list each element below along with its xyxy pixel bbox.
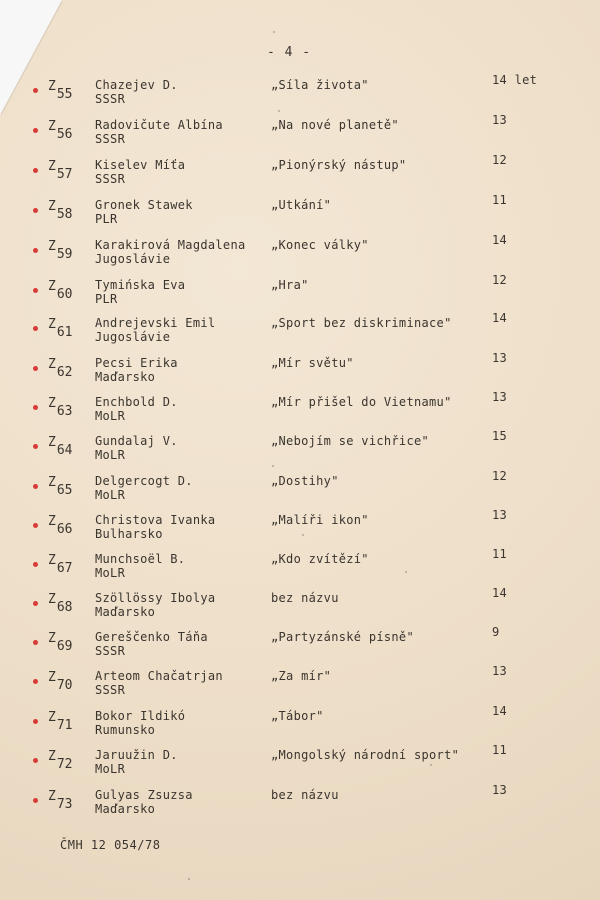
participant-name: Munchsoël B.	[95, 552, 186, 566]
entry-code: $Z_{68}$	[48, 592, 73, 615]
participant-name: Delgercogt D.	[95, 474, 193, 488]
artwork-title: „Mongolský národní sport"	[271, 748, 460, 762]
list-item	[0, 73, 600, 114]
participant-country: Jugoslávie	[95, 252, 171, 266]
entry-code: $Z_{59}$	[48, 239, 73, 262]
red-dot-icon	[33, 288, 38, 293]
participant-country: SSSR	[95, 172, 126, 186]
red-dot-icon	[33, 128, 38, 133]
red-dot-icon	[33, 484, 38, 489]
list-item	[0, 113, 600, 154]
participant-country: MoLR	[95, 409, 126, 423]
participant-age: 14	[492, 311, 508, 325]
artwork-title: bez názvu	[271, 788, 339, 802]
participant-name: Gereščenko Táňa	[95, 630, 208, 644]
red-dot-icon	[33, 208, 38, 213]
ink-speck	[405, 571, 407, 573]
red-dot-icon	[33, 366, 38, 371]
entry-code: $Z_{61}$	[48, 317, 73, 340]
participant-age: 11	[492, 193, 508, 207]
list-item	[0, 783, 600, 824]
entry-code: $Z_{58}$	[48, 199, 73, 222]
list-item	[0, 193, 600, 234]
red-dot-icon	[33, 719, 38, 724]
artwork-title: „Mír přišel do Vietnamu"	[271, 395, 452, 409]
artwork-title: „Síla života"	[271, 78, 369, 92]
artwork-title: „Sport bez diskriminace"	[271, 316, 452, 330]
red-dot-icon	[33, 640, 38, 645]
participant-age: 13	[492, 783, 508, 797]
participant-age: 11	[492, 743, 508, 757]
participant-country: Maďarsko	[95, 370, 156, 384]
participant-age: 11	[492, 547, 508, 561]
entry-code: $Z_{66}$	[48, 514, 73, 537]
participant-country: MoLR	[95, 448, 126, 462]
artwork-title: „Kdo zvítězí"	[271, 552, 369, 566]
participant-age: 14	[492, 586, 508, 600]
list-item	[0, 469, 600, 510]
participant-name: Andrejevski Emil	[95, 316, 216, 330]
page-number: - 4 -	[267, 45, 312, 60]
list-item	[0, 390, 600, 431]
participant-name: Pecsi Erika	[95, 356, 178, 370]
participant-age: 12	[492, 273, 508, 287]
participant-age: 13	[492, 390, 508, 404]
participant-country: Maďarsko	[95, 605, 156, 619]
participant-country: PLR	[95, 292, 118, 306]
participant-age: 13	[492, 113, 508, 127]
participant-age: 14 let	[492, 73, 538, 87]
participant-country: PLR	[95, 212, 118, 226]
entry-code: $Z_{55}$	[48, 79, 73, 102]
list-item	[0, 429, 600, 470]
ink-speck	[430, 764, 432, 766]
entry-code: $Z_{73}$	[48, 789, 73, 812]
participant-name: Arteom Chačatrjan	[95, 669, 223, 683]
participant-age: 13	[492, 664, 508, 678]
participant-age: 9	[492, 625, 500, 639]
participant-country: SSSR	[95, 92, 126, 106]
artwork-title: bez názvu	[271, 591, 339, 605]
artwork-title: „Partyzánské písně"	[271, 630, 414, 644]
ink-speck	[272, 465, 274, 467]
participant-country: SSSR	[95, 644, 126, 658]
artwork-title: „Utkání"	[271, 198, 332, 212]
list-item	[0, 508, 600, 549]
red-dot-icon	[33, 758, 38, 763]
artwork-title: „Konec války"	[271, 238, 369, 252]
participant-country: Jugoslávie	[95, 330, 171, 344]
red-dot-icon	[33, 405, 38, 410]
red-dot-icon	[33, 248, 38, 253]
participant-name: Christova Ivanka	[95, 513, 216, 527]
participant-name: Tymińska Eva	[95, 278, 186, 292]
ink-speck	[278, 110, 280, 112]
red-dot-icon	[33, 798, 38, 803]
red-dot-icon	[33, 601, 38, 606]
red-dot-icon	[33, 168, 38, 173]
participant-country: MoLR	[95, 762, 126, 776]
entry-code: $Z_{71}$	[48, 710, 73, 733]
artwork-title: „Za mír"	[271, 669, 332, 683]
participant-name: Enchbold D.	[95, 395, 178, 409]
participant-age: 13	[492, 351, 508, 365]
ink-speck	[273, 31, 275, 33]
artwork-title: „Nebojím se vichřice"	[271, 434, 430, 448]
ink-speck	[188, 878, 190, 880]
participant-name: Karakirová Magdalena	[95, 238, 246, 252]
participant-name: Szöllössy Ibolya	[95, 591, 216, 605]
participant-age: 14	[492, 233, 508, 247]
participant-country: MoLR	[95, 488, 126, 502]
artwork-title: „Na nové planetě"	[271, 118, 399, 132]
participant-name: Jaruužin D.	[95, 748, 178, 762]
artwork-title: „Hra"	[271, 278, 309, 292]
list-item	[0, 586, 600, 627]
entry-code: $Z_{72}$	[48, 749, 73, 772]
entry-code: $Z_{56}$	[48, 119, 73, 142]
list-item	[0, 704, 600, 745]
artwork-title: „Dostihy"	[271, 474, 339, 488]
red-dot-icon	[33, 444, 38, 449]
participant-country: Bulharsko	[95, 527, 163, 541]
entry-code: $Z_{57}$	[48, 159, 73, 182]
participant-country: Maďarsko	[95, 802, 156, 816]
list-item	[0, 233, 600, 274]
participant-age: 15	[492, 429, 508, 443]
participant-name: Gundalaj V.	[95, 434, 178, 448]
entry-code: $Z_{60}$	[48, 279, 73, 302]
red-dot-icon	[33, 326, 38, 331]
red-dot-icon	[33, 88, 38, 93]
list-item	[0, 351, 600, 392]
red-dot-icon	[33, 562, 38, 567]
list-item	[0, 273, 600, 314]
participant-country: SSSR	[95, 132, 126, 146]
participant-age: 12	[492, 153, 508, 167]
list-item	[0, 743, 600, 784]
artwork-title: „Malíři ikon"	[271, 513, 369, 527]
artwork-title: „Pionýrský nástup"	[271, 158, 407, 172]
participant-name: Bokor Ildikó	[95, 709, 186, 723]
participant-age: 13	[492, 508, 508, 522]
participant-age: 12	[492, 469, 508, 483]
entry-code: $Z_{69}$	[48, 631, 73, 654]
participant-country: Rumunsko	[95, 723, 156, 737]
list-item	[0, 311, 600, 352]
list-item	[0, 153, 600, 194]
participant-country: MoLR	[95, 566, 126, 580]
red-dot-icon	[33, 523, 38, 528]
participant-name: Radovičute Albína	[95, 118, 223, 132]
participant-name: Kiselev Míťa	[95, 158, 186, 172]
entry-code: $Z_{70}$	[48, 670, 73, 693]
artwork-title: „Tábor"	[271, 709, 324, 723]
entry-code: $Z_{64}$	[48, 435, 73, 458]
ink-speck	[302, 534, 304, 536]
document-reference: ČMH 12 054/78	[60, 838, 161, 852]
entry-code: $Z_{62}$	[48, 357, 73, 380]
list-item	[0, 664, 600, 705]
list-item	[0, 547, 600, 588]
artwork-title: „Mír světu"	[271, 356, 354, 370]
participant-name: Chazejev D.	[95, 78, 178, 92]
entry-code: $Z_{65}$	[48, 475, 73, 498]
participant-name: Gulyas Zsuzsa	[95, 788, 193, 802]
entry-code: $Z_{63}$	[48, 396, 73, 419]
entry-code: $Z_{67}$	[48, 553, 73, 576]
participant-name: Gronek Stawek	[95, 198, 193, 212]
participant-country: SSSR	[95, 683, 126, 697]
red-dot-icon	[33, 679, 38, 684]
participant-age: 14	[492, 704, 508, 718]
list-item	[0, 625, 600, 666]
